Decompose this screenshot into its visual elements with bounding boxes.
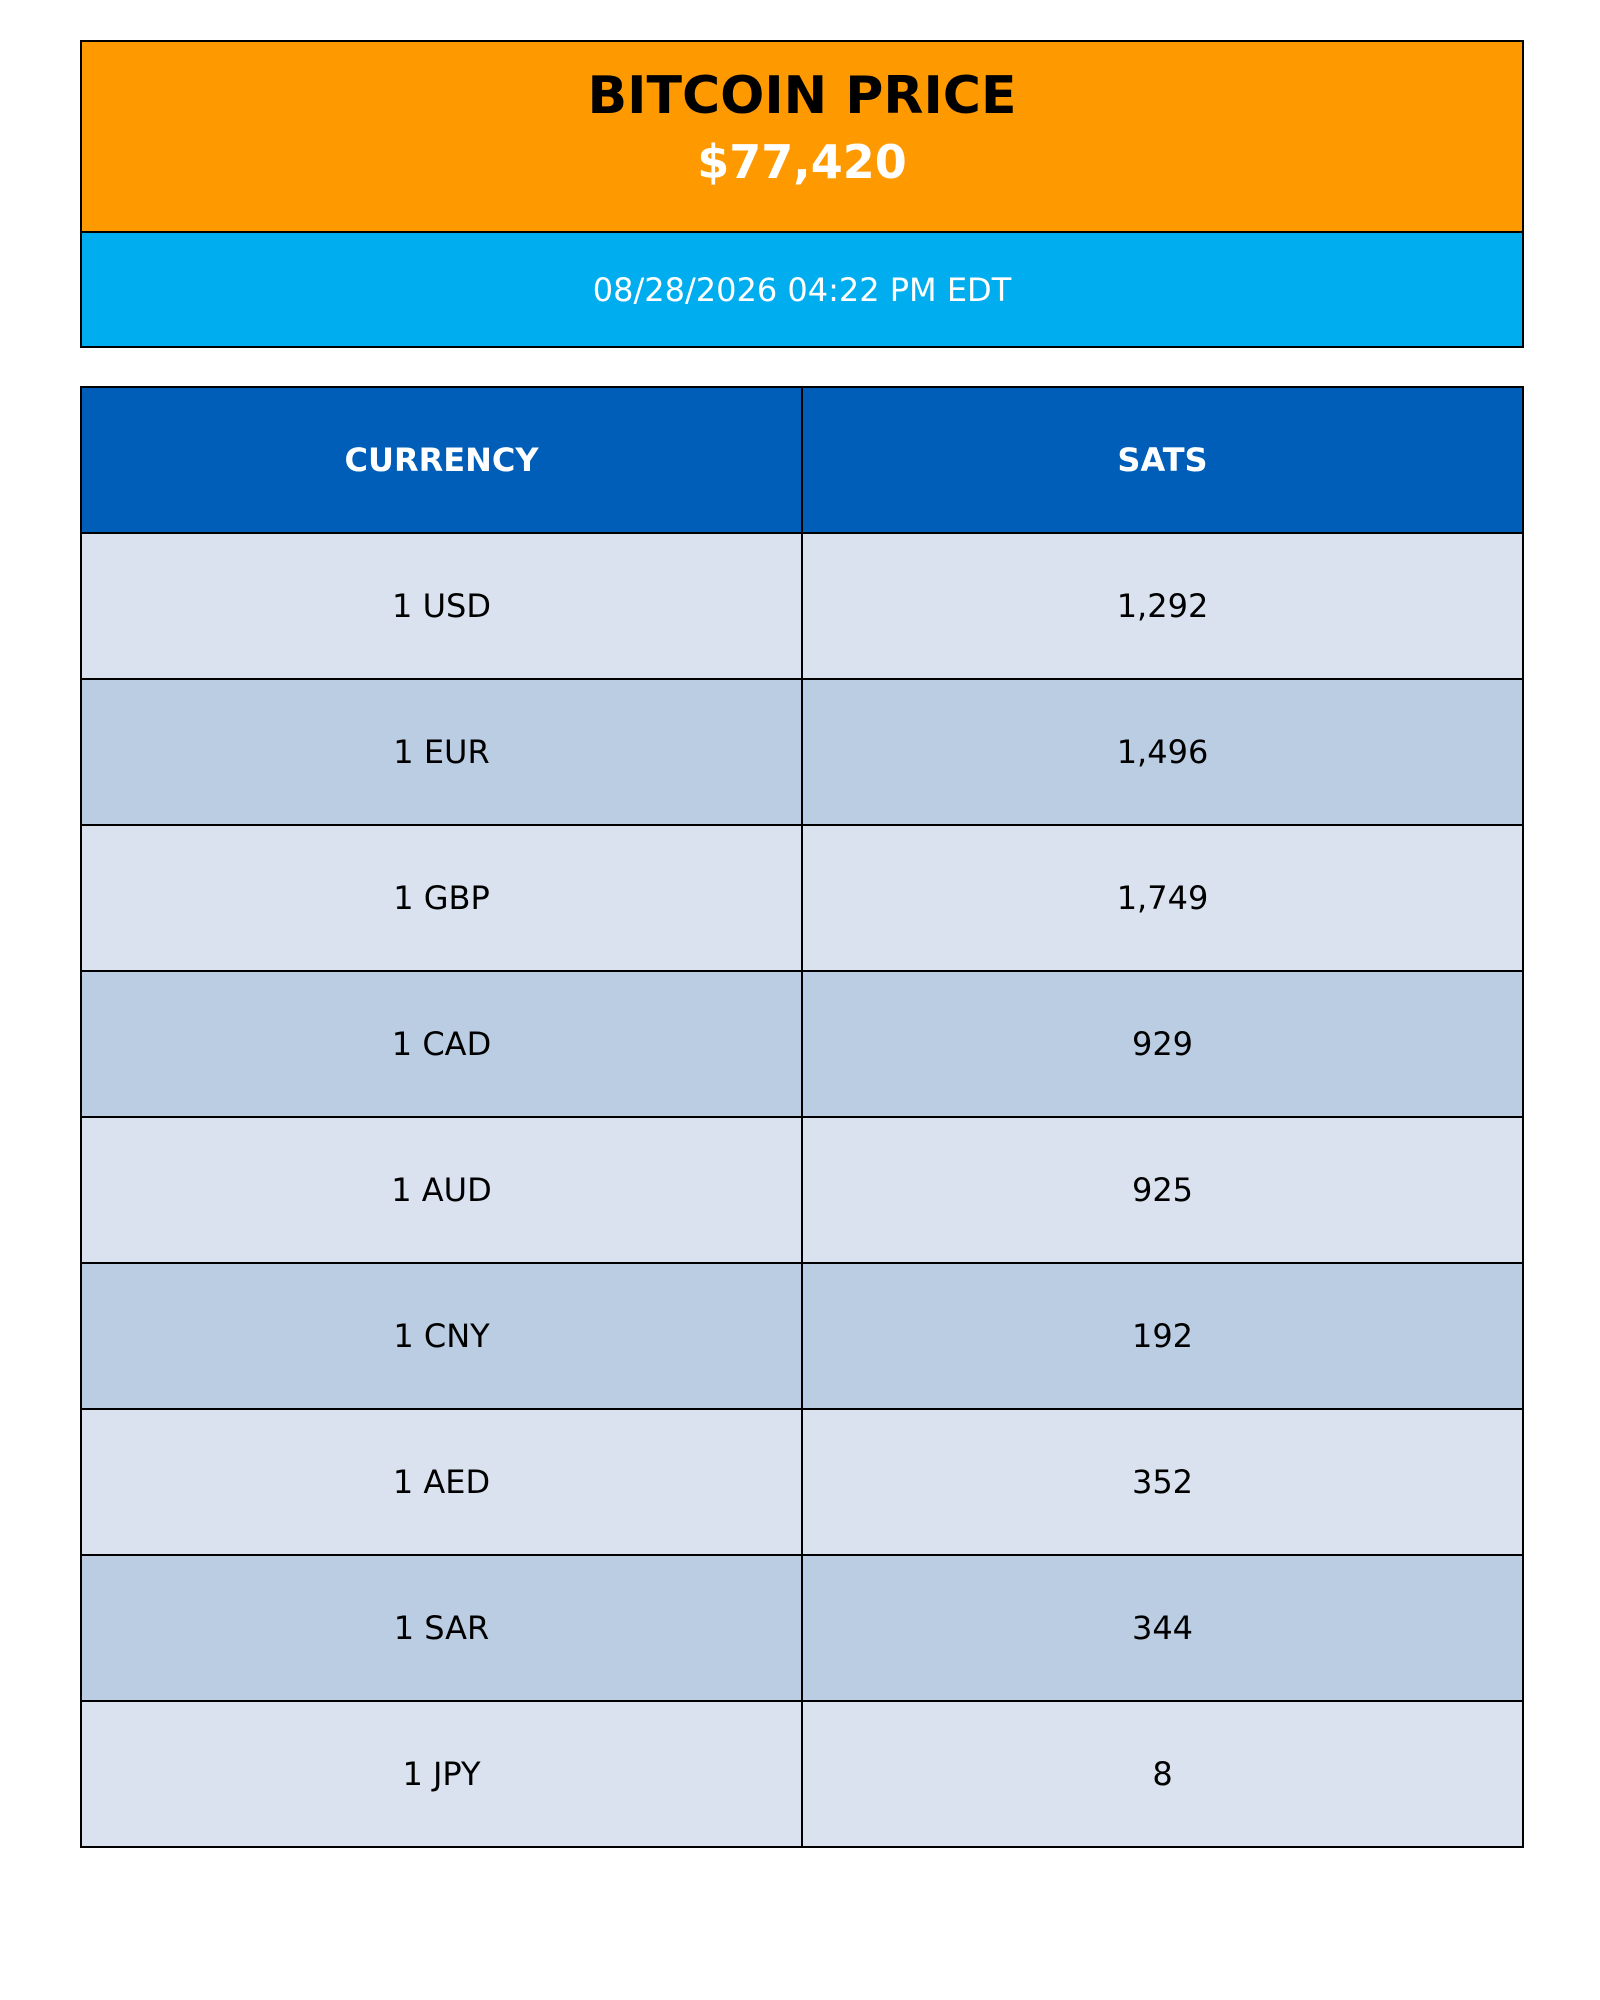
bitcoin-price: $77,420	[697, 135, 907, 189]
currency-cell: 1 EUR	[81, 679, 802, 825]
currency-cell: 1 GBP	[81, 825, 802, 971]
table-row	[81, 1555, 1523, 1701]
sats-cell: 352	[802, 1409, 1523, 1555]
currency-cell: 1 CAD	[81, 971, 802, 1117]
table-header-row	[81, 387, 1523, 533]
sats-cell: 192	[802, 1263, 1523, 1409]
sats-cell: 8	[802, 1701, 1523, 1847]
column-header-currency: CURRENCY	[81, 387, 802, 533]
sats-table	[80, 386, 1524, 1848]
currency-cell: 1 JPY	[81, 1701, 802, 1847]
table-row	[81, 1701, 1523, 1847]
table-row	[81, 1263, 1523, 1409]
sats-cell: 1,292	[802, 533, 1523, 679]
sats-cell: 1,496	[802, 679, 1523, 825]
currency-cell: 1 AED	[81, 1409, 802, 1555]
sats-cell: 1,749	[802, 825, 1523, 971]
page-title: BITCOIN PRICE	[587, 66, 1017, 126]
currency-cell: 1 AUD	[81, 1117, 802, 1263]
currency-cell: 1 USD	[81, 533, 802, 679]
table-row	[81, 679, 1523, 825]
sats-cell: 929	[802, 971, 1523, 1117]
sats-cell: 344	[802, 1555, 1523, 1701]
sats-cell: 925	[802, 1117, 1523, 1263]
timestamp-band	[82, 233, 1522, 346]
currency-cell: 1 CNY	[81, 1263, 802, 1409]
table-row	[81, 533, 1523, 679]
table-row	[81, 1409, 1523, 1555]
table-row	[81, 1117, 1523, 1263]
currency-cell: 1 SAR	[81, 1555, 802, 1701]
table-row	[81, 971, 1523, 1117]
column-header-sats: SATS	[802, 387, 1523, 533]
price-header	[80, 40, 1524, 348]
table-row	[81, 825, 1523, 971]
title-band	[82, 42, 1522, 233]
timestamp: 08/28/2026 04:22 PM EDT	[592, 270, 1012, 309]
